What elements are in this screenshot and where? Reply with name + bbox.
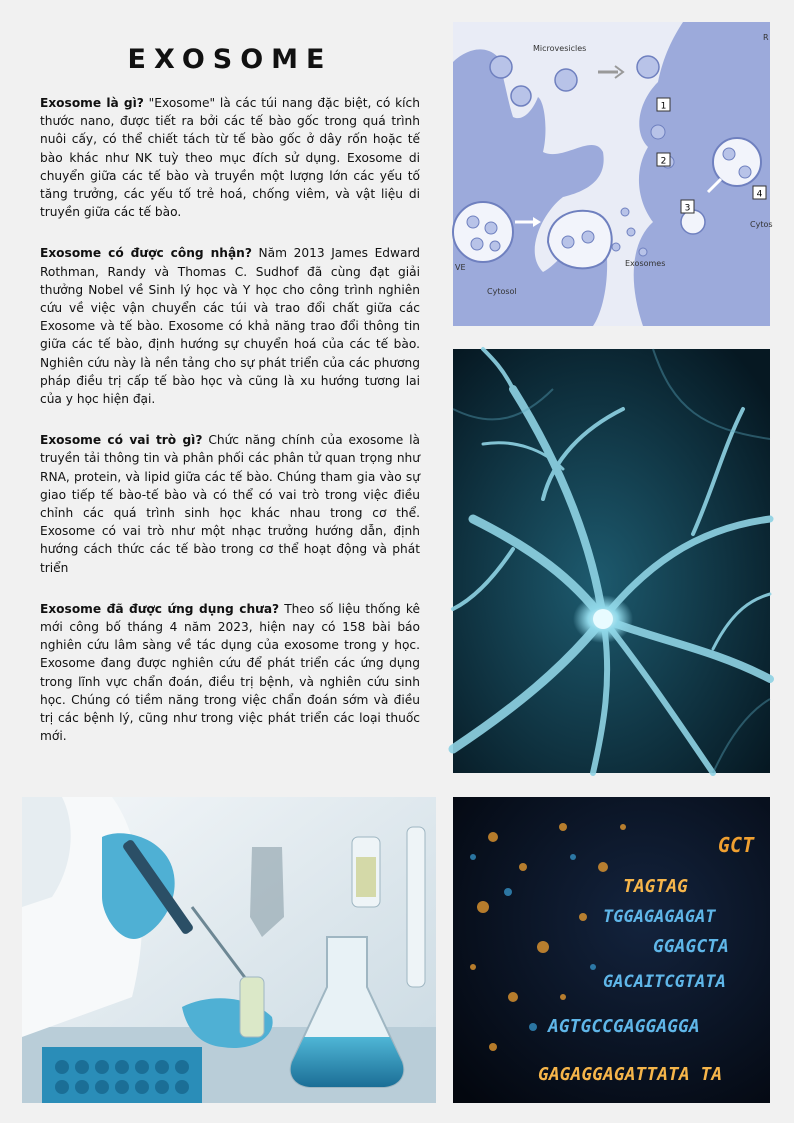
paragraph-role bbox=[40, 431, 420, 577]
paragraph-heading: Exosome có được công nhận? bbox=[40, 246, 252, 261]
paragraph-what-is bbox=[40, 94, 420, 221]
label-ve: VE bbox=[455, 263, 466, 272]
dna-svg bbox=[453, 797, 770, 1103]
step-label: 1 bbox=[660, 101, 667, 112]
paragraph-heading: Exosome là gì? bbox=[40, 96, 144, 110]
paragraph-application bbox=[40, 600, 420, 746]
dna-text-line: TGGAGAGAGAT bbox=[603, 907, 716, 927]
paragraph-heading: Exosome có vai trò gì? bbox=[40, 433, 203, 448]
exosome-diagram-image bbox=[453, 22, 773, 326]
dna-text-line: GAGAGGAGATTATA TA bbox=[538, 1064, 723, 1085]
neuron-image bbox=[453, 349, 770, 773]
paragraph-body: Chức năng chính của exosome là truyền tải thông tin và phân phối các phân tử quan trọng như RNA, protein, và lipid giữa các tế bào. Chúng tham gia vào sự giao tiếp tế bào-tế bào và có thể có vai trò trong việc điều chỉnh các quá trình sinh học khác nhau trong cơ thể. Exosome có vai trò như một nhạc trưởng hướng dẫn, định hướng cách thức các tế bào trong cơ thể hoạt động và phát triển bbox=[40, 433, 420, 575]
step-label: 2 bbox=[660, 156, 667, 167]
paragraph-recognition bbox=[40, 244, 420, 408]
dna-sequence-image bbox=[453, 797, 770, 1103]
label-microvesicles: Microvesicles bbox=[533, 44, 587, 53]
laboratory-image bbox=[22, 797, 436, 1103]
paragraph-body: Năm 2013 James Edward Rothman, Randy và Thomas C. Sudhof đã cùng đạt giải thưởng Nobel về Sinh lý học và Y học cho công trình nghiên cứu về việc vận chuyển các túi và trao đổi chất giữa các Exosome và tế bào. Exosome có khả năng trao đổi thông tin giữa các tế bào, định hướng sự chuyển hoá của các tế bào. Nghiên cứu này là nền tảng cho sự phát triển của các phương pháp điều trị cấp tế bào học và cũng là xu hướng tương lai của y học hiện đại. bbox=[40, 246, 420, 407]
exosome-diagram-svg bbox=[453, 22, 773, 326]
dna-text-line: AGTGCCGAGGAGGA bbox=[548, 1016, 700, 1037]
step-label: 4 bbox=[756, 189, 763, 200]
paragraph-body: Theo số liệu thống kê mới công bố tháng 4 năm 2023, hiện nay có 158 bài báo nghiên cứu lâm sàng về tác dụng của exosome trong y học. Exosome đang được nghiên cứu để phát triển các ứng dụng trong lĩnh vực chẩn đoán, điều trị bệnh, và nghiên cứu sinh học. Chúng có tiềm năng trong việc chẩn đoán sớm và điều trị các bệnh lý, cũng như trong việc phát triển các loại thuốc mới. bbox=[40, 601, 420, 744]
dna-text-line: GCT bbox=[718, 833, 755, 857]
label-cytosol: Cytosol bbox=[487, 287, 517, 296]
label-r: R bbox=[763, 33, 769, 42]
neuron-svg bbox=[453, 349, 770, 773]
label-exosomes: Exosomes bbox=[625, 259, 666, 268]
laboratory-svg bbox=[22, 797, 436, 1103]
dna-text-line: TAGTAG bbox=[623, 876, 689, 897]
article-text bbox=[40, 94, 420, 769]
step-label: 3 bbox=[684, 203, 691, 214]
paragraph-body: "Exosome" là các túi nang đặc biệt, có kích thước nano, được tiết ra bởi các tế bào gốc trong quá trình nuôi cấy, có thể chiết tách từ tế bào gốc ở dây rốn hoặc tế bào khác như NK tuỳ theo mục đích sử dụng. Exosome di chuyển giữa các tế bào và truyền một lượng lớn các yếu tố tăng trưởng, các yếu tố trẻ hoá, chống viêm, và vật liệu di truyền giữa các tế bào. bbox=[40, 96, 420, 220]
dna-text-line: GGAGCTA bbox=[653, 936, 729, 957]
dna-text-line: GACAITCGTATA bbox=[603, 972, 726, 992]
label-cytosol-right: Cytos bbox=[750, 220, 773, 229]
paragraph-heading: Exosome đã được ứng dụng chưa? bbox=[40, 601, 280, 616]
page-title: EXOSOME bbox=[127, 44, 333, 75]
